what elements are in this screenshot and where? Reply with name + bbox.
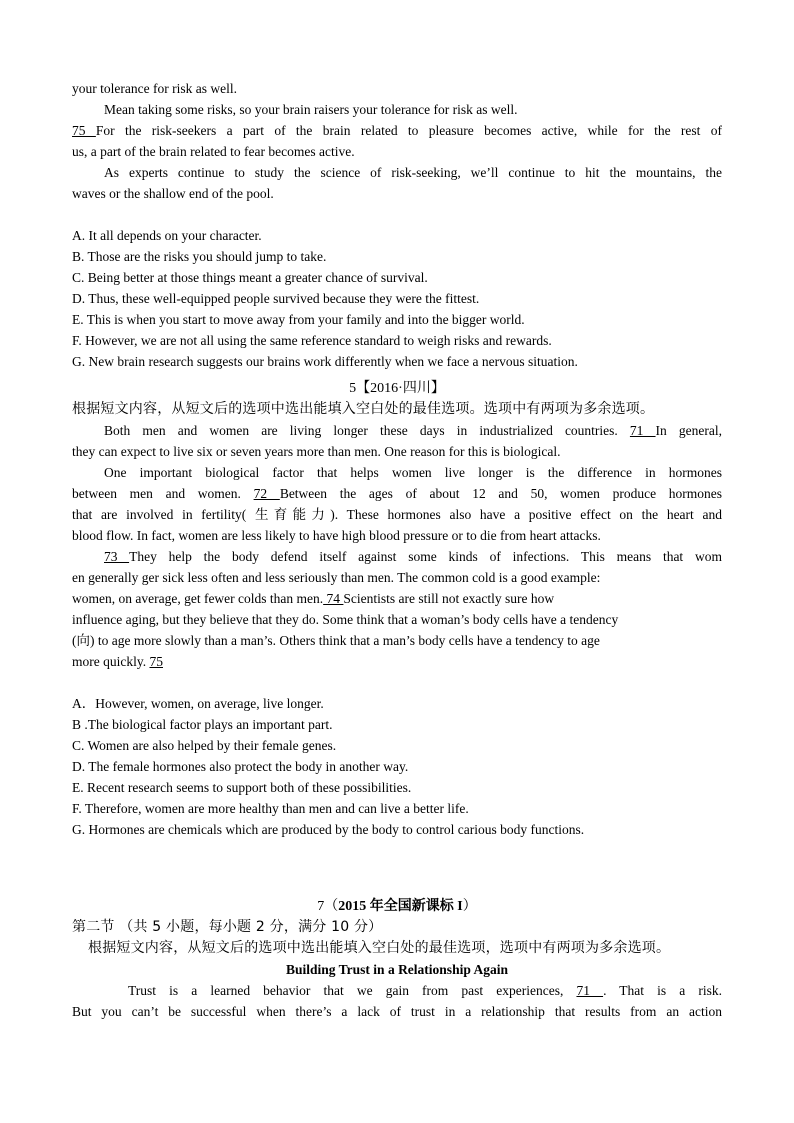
section-heading: 7（2015 年全国新课标 I） (317, 899, 477, 914)
option-item: B .The biological factor plays an important part. (72, 717, 333, 732)
blank-72: 72 (253, 486, 280, 501)
text-line: they can expect to live six or seven years more than men. One reason for this is biological. (72, 444, 561, 459)
subsection-label: 第二节 （共 5 小题，每小题 2 分，满分 10 分） (72, 919, 383, 935)
option-item: F. Therefore, women are more healthy than men and can live a better life. (72, 801, 469, 816)
text-line: us, a part of the brain related to fear becomes active. (72, 144, 355, 159)
text-line: your tolerance for risk as well. (72, 81, 237, 96)
text-line: that are involved in fertility( 生育能力). These hormones also have a positive effect on the heart and (72, 507, 722, 522)
option-item: B. Those are the risks you should jump to take. (72, 249, 327, 264)
blank-71: 71 (576, 983, 604, 998)
blank-75: 75 (149, 654, 163, 669)
text-line: 73 They help the body defend itself against some kinds of infections. This means that wom (104, 549, 722, 564)
option-item: D. The female hormones also protect the body in another way. (72, 759, 409, 774)
instruction: 根据短文内容，从短文后的选项中选出能填入空白处的最佳选项，选项中有两项为多余选项。 (88, 940, 671, 956)
passage-title: Building Trust in a Relationship Again (286, 962, 508, 977)
blank-71: 71 (629, 423, 656, 438)
text-line: As experts continue to study the science of risk-seeking, we’ll continue to hit the mountains, the (104, 165, 722, 180)
text-line: waves or the shallow end of the pool. (72, 186, 274, 201)
text-line: Both men and women are living longer these days in industrialized countries. 71 In general, (104, 423, 722, 438)
text-line: But you can’t be successful when there’s a lack of trust in a relationship that results from an action (72, 1004, 722, 1019)
text-line: 75 For the risk-seekers a part of the brain related to pleasure becomes active, while for the rest of (72, 123, 722, 138)
option-item: C. Women are also helped by their female genes. (72, 738, 337, 753)
option-item: E. Recent research seems to support both of these possibilities. (72, 780, 412, 795)
text-line: en generally ger sick less often and less seriously than men. The common cold is a good example: (72, 570, 601, 585)
text-line: Trust is a learned behavior that we gain from past experiences, 71 . That is a risk. (128, 983, 722, 998)
option-item: D. Thus, these well-equipped people survived because they were the fittest. (72, 291, 480, 306)
document-page (72, 78, 722, 1022)
text-line: between men and women. 72 Between the ages of about 12 and 50, women produce hormones (72, 486, 722, 501)
option-item: E. This is when you start to move away from your family and into the bigger world. (72, 312, 525, 327)
text-line: women, on average, get fewer colds than men. 74 Scientists are still not exactly sure how (72, 591, 555, 606)
option-item: G. Hormones are chemicals which are produced by the body to control carious body functions. (72, 822, 585, 837)
text-line: more quickly. 75 (72, 654, 163, 669)
section-heading: 5【2016·四川】 (349, 381, 445, 396)
option-item: G. New brain research suggests our brains work differently when we face a nervous situation. (72, 354, 578, 369)
option-item: A．However, women, on average, live longer. (72, 696, 324, 711)
blank-75: 75 (72, 123, 96, 138)
instruction: 根据短文内容，从短文后的选项中选出能填入空白处的最佳选项。选项中有两项为多余选项。 (72, 401, 655, 417)
blank-74: 74 (323, 591, 344, 606)
option-item: F. However, we are not all using the same reference standard to weigh risks and rewards. (72, 333, 552, 348)
text-line: (向) to age more slowly than a man’s. Others think that a man’s body cells have a tendency to age (72, 633, 600, 648)
option-item: A. It all depends on your character. (72, 228, 262, 243)
text-line: One important biological factor that helps women live longer is the difference in hormones (104, 465, 722, 480)
option-item: C. Being better at those things meant a greater chance of survival. (72, 270, 428, 285)
text-line: influence aging, but they believe that they do. Some think that a woman’s body cells have a tendency (72, 612, 619, 627)
text-line: blood flow. In fact, women are less likely to have high blood pressure or to die from heart attacks. (72, 528, 601, 543)
blank-73: 73 (104, 549, 130, 564)
text-line: Mean taking some risks, so your brain raisers your tolerance for risk as well. (104, 102, 518, 117)
